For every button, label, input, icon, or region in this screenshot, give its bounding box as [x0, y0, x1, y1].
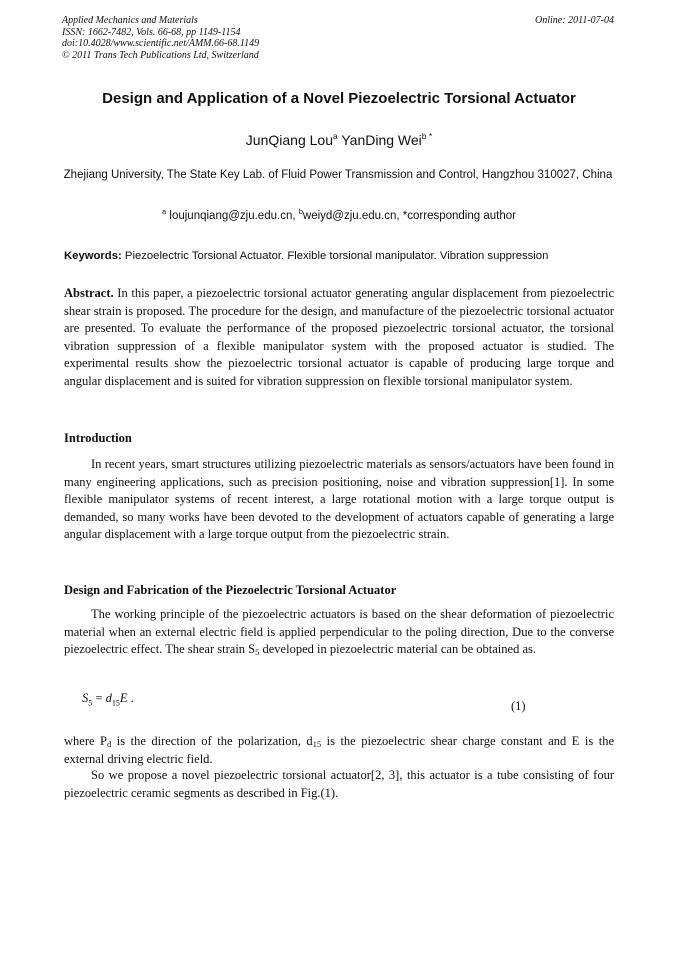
design-paragraph [64, 606, 614, 659]
affiliation: Zhejiang University, The State Key Lab. of Fluid Power Transmission and Control, Hangzhou 310027, China [63, 169, 613, 181]
eq-equals: = [92, 691, 106, 705]
design-text-2: developed in piezoelectric material can be obtained as. [259, 642, 536, 657]
journal-name: Applied Mechanics and Materials [62, 15, 198, 26]
design-text-1: The working principle of the piezoelectric actuators is based on the shear deformation of piezoelectric material when an external electric field is applied perpendicular to the poling direction, Due to the converse piezoelectric effect. The shear strain S [64, 607, 614, 657]
introduction-heading: Introduction [64, 431, 132, 445]
author-1: JunQiang Lou [245, 132, 333, 148]
abstract-label: Abstract. [64, 286, 114, 300]
eq-symbol-e: E [119, 691, 128, 705]
journal-issn: ISSN: 1662-7482, Vols. 66-68, pp 1149-1154 [62, 26, 241, 38]
where-text-3: is the piezoelectric shear charge constant and E is the external driving electric field. [64, 734, 614, 766]
email-b: weiyd@zju.edu.cn, *corresponding author [302, 210, 516, 222]
where-text-1: where P [64, 734, 107, 748]
introduction-paragraph: In recent years, smart structures utilizing piezoelectric materials as sensors/actuators have been found in many engineering applications, such as precision positioning, noise and vibration suppression[1]. In some flexible manipulator systems of recent interest, a large rotational motion with a large torque output is demanded, so many works have been devoted to the development of actuators capable of generating a large angular displacement with a large torque output from the piezoelectric strain. [64, 457, 614, 542]
design-heading: Design and Fabrication of the Piezoelectric Torsional Actuator [64, 583, 397, 597]
email-a: loujunqiang@zju.edu.cn, [169, 210, 296, 222]
equation-number: (1) [511, 699, 526, 713]
journal-copyright: © 2011 Trans Tech Publications Ltd, Switzerland [62, 49, 259, 61]
author-2: YanDing Wei [341, 132, 422, 148]
eq-sub-d: 15 [111, 698, 120, 708]
where-sub-15: 15 [312, 739, 322, 749]
journal-doi: doi:10.4028/www.scientific.net/AMM.66-68.1149 [62, 38, 260, 49]
eq-sub-s: 5 [88, 698, 93, 708]
proposal-paragraph: So we propose a novel piezoelectric torsional actuator[2, 3], this actuator is a tube consisting of four piezoelectric ceramic segments as described in Fig.(1). [64, 768, 614, 800]
journal-header [62, 15, 422, 61]
email-line [40, 208, 638, 224]
where-paragraph [64, 733, 614, 768]
eq-period: . [127, 691, 134, 705]
where-sub-d: d [107, 739, 112, 749]
eq-symbol-d: d [105, 691, 112, 705]
email-b-sup: b [298, 207, 303, 216]
abstract-text: In this paper, a piezoelectric torsional actuator generating angular displacement from piezoelectric shear strain is proposed. The procedure for the design, and manufacture of the piezoelectric torsional actuator are presented. To evaluate the performance of the proposed piezoelectric torsional actuator, the torsional vibration suppression of a flexible manipulator system with the proposed actuator is studied. The experimental results show the piezoelectric torsional actuator is capable of producing large torque and angular displacement and is suited for vibration suppression on flexible torsional manipulator system. [64, 286, 614, 388]
online-date: Online: 2011-07-04 [535, 15, 614, 26]
eq-symbol-s: S [82, 691, 89, 705]
abstract [64, 285, 614, 391]
design-subscript: 5 [255, 647, 260, 658]
keywords-label: Keywords: [64, 250, 122, 262]
paper-title: Design and Application of a Novel Piezoelectric Torsional Actuator [102, 90, 576, 107]
keywords-text: Piezoelectric Torsional Actuator. Flexible torsional manipulator. Vibration suppression [124, 250, 549, 262]
email-a-sup: a [162, 207, 167, 216]
author-2-sup: b * [421, 131, 433, 141]
equation-1 [82, 691, 134, 708]
author-line [40, 131, 638, 149]
author-1-sup: a [332, 131, 338, 141]
where-text-2: is the direction of the polarization, d [111, 734, 313, 748]
keywords [64, 248, 614, 264]
